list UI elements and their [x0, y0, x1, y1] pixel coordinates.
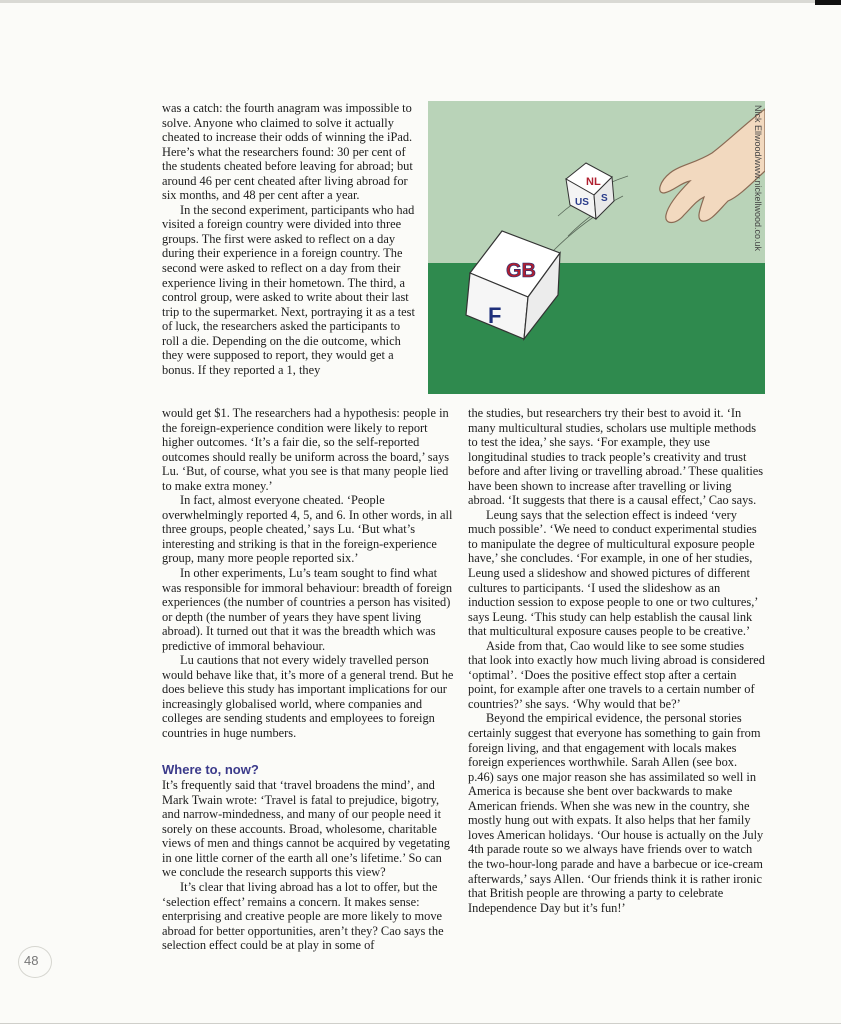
paragraph: the studies, but researchers try their best to avoid it. ‘In many multicultural studies, scholars use multiple methods to test the idea,’ she says. ‘For example, they use longitudinal studies to track people’s creativity and trust before and after living or travelling abroad.’ These qualities have been shown to increase after travelling or living abroad. ‘It suggests that there is a causal effect,’ Cao says.: [468, 406, 764, 508]
dice-illustration: [428, 101, 765, 394]
right-column: [468, 406, 765, 915]
image-credit: Nick Ellwood/www.nickellwood.co.uk: [753, 105, 763, 252]
paragraph: In other experiments, Lu’s team sought to find what was responsible for immoral behaviour: breadth of foreign experiences (the number of countries a person has visited) or depth (the number of years they have spent living abroad). It turned out that it was the breadth which was predictive of immoral behaviour.: [162, 566, 453, 653]
paragraph: Lu cautions that not every widely travelled person would behave like that, it’s more of a general trend. But he does believe this study has important implications for our increasingly globalised world, where companies and colleges are sending students and employees to foreign countries in huge numbers.: [162, 653, 454, 741]
paragraph: It’s frequently said that ‘travel broadens the mind’, and Mark Twain wrote: ‘Travel is fatal to prejudice, bigotry, and narrow-mindedness, and many of our people need it sorely on these accounts. Broad, wholesome, charitable views of men and things cannot be acquired by vegetating in one little corner of the earth all one’s lifetime.’ So can we conclude the research supports this view?: [162, 778, 450, 880]
paragraph: Leung says that the selection effect is indeed ‘very much possible’. ‘We need to conduct experimental studies to manipulate the degree of multicultural exposure people have,’ she concludes. ‘For example, in one of her studies, Leung used a slideshow and showed pictures of different cultures to participants. ‘I used the slideshow as an induction session to expose people to one or two cultures,’ says Leung. ‘This study can help establish the causal link that multicultural exposure causes people to be creative.’: [468, 507, 758, 639]
left-column-top: [162, 101, 419, 377]
die-label: F: [488, 303, 502, 328]
paragraph: In the second experiment, participants who had visited a foreign country were divided into three groups. The first were asked to reflect on a day during their experience in a foreign country. The second were asked to reflect on a day from their experience living in their hometown. The third, a control group, were asked to write about their last trip to the supermarket. Next, portraying it as a test of luck, the researchers asked the participants to roll a die. Depending on the die outcome, which they were supposed to report, they would get a bonus. If they reported a 1, they: [162, 202, 415, 377]
dice-illustration-svg: [428, 101, 765, 394]
paragraph: was a catch: the fourth anagram was impossible to solve. Anyone who claimed to solve it actually cheated to increase their odds of winning the iPad. Here’s what the researchers found: 30 per cent of the students cheated before leaving for abroad; but around 46 per cent cheated after living abroad for six months, and 48 per cent after a year.: [162, 101, 413, 203]
paragraph: It’s clear that living abroad has a lot to offer, but the ‘selection effect’ remains a concern. It makes sense: enterprising and creative people are more likely to move abroad for better opportunities, aren’t they? Cao says the selection effect could be at play in some of: [162, 879, 444, 953]
scan-top-edge: [0, 0, 841, 3]
page-number: 48: [24, 953, 39, 968]
paragraph: Beyond the empirical evidence, the personal stories certainly suggest that everyone has something to gain from foreign living, and that engagement with locals makes foreign experiences worthwhile. Sarah Allen (see box. p.46) says one major reason she has assimilated so well in America is because she bent over backwards to make American friends. When she was new in the country, she mostly hung out with expats. It also helps that her family loves American holidays. ‘Our house is actually on the July 4th parade route so we always have friends over to watch the two-hour-long parade and have a barbecue or ice-cream afterwards,’ says Allen. ‘Our friends think it is rather ironic that British people are throwing a party to celebrate Independence Day but it’s fun!’: [468, 711, 764, 915]
die-label: NL: [586, 176, 601, 188]
die-label: S: [601, 193, 608, 204]
section-heading: Where to, now?: [162, 761, 259, 777]
paragraph: Aside from that, Cao would like to see some studies that look into exactly how much living abroad is considered ‘optimal’. ‘Does the positive effect stop after a certain point, for example after one travels to a certain number of countries?’ she says. ‘Why would that be?’: [468, 638, 765, 711]
paragraph: In fact, almost everyone cheated. ‘People overwhelmingly reported 4, 5, and 6. In other words, in all three groups, people cheated,’ says Lu. ‘But what’s interesting and striking is that in the foreign-experience group, many more people reported six.’: [162, 493, 453, 566]
die-label: US: [575, 197, 589, 208]
scan-corner-mark: [815, 0, 841, 5]
die-label: GB: [506, 260, 536, 282]
paragraph: would get $1. The researchers had a hypothesis: people in the foreign-experience condition were likely to report higher outcomes. ‘It’s a fair die, so the self-reported outcomes should really be uniform across the board,’ says Lu. ‘But, of course, what you see is that many people lied to make extra money.’: [162, 406, 450, 493]
left-column: [162, 406, 457, 953]
